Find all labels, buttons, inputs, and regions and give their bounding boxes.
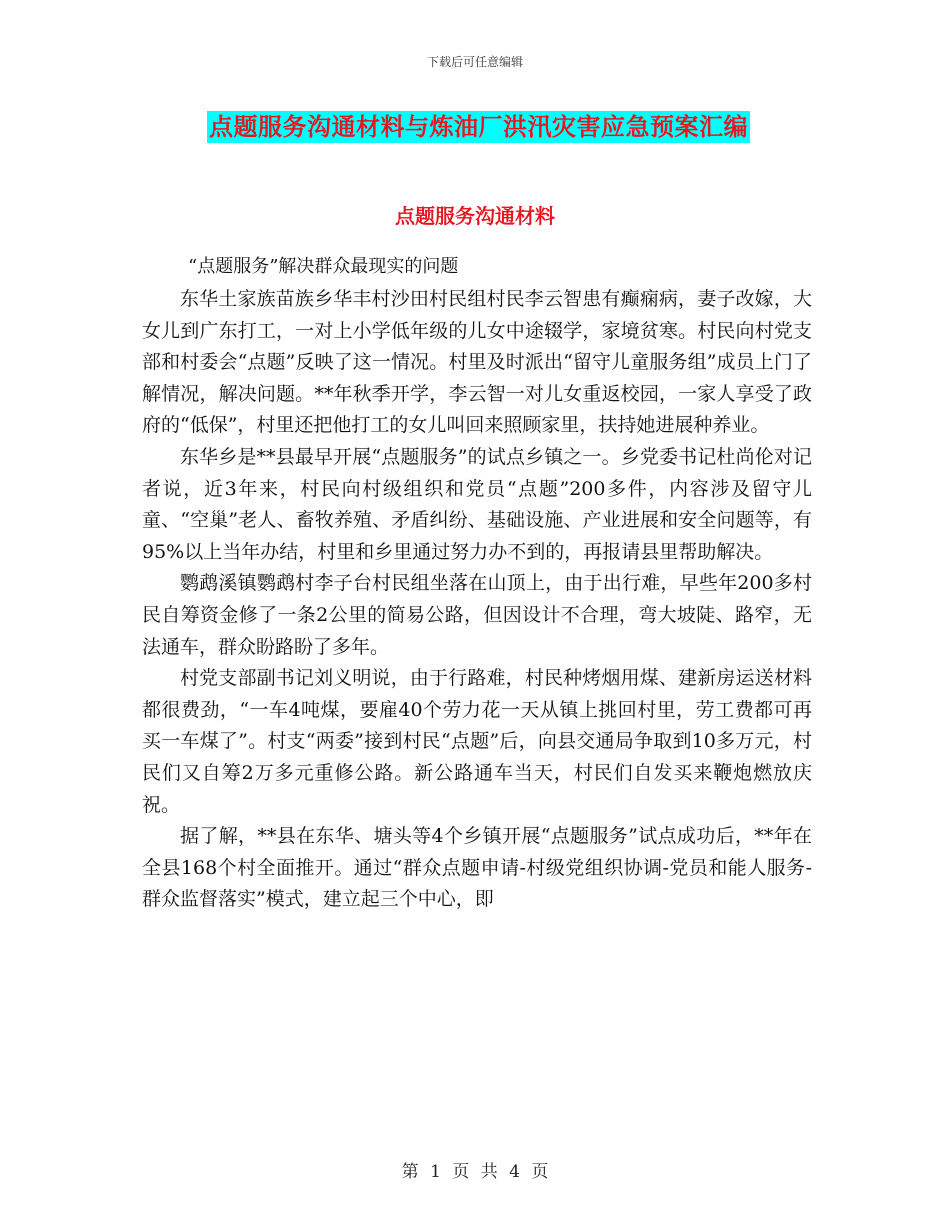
article-subtitle: “点题服务”解决群众最现实的问题 [188,256,459,277]
paragraph: 东华乡是**县最早开展“点题服务”的试点乡镇之一。乡党委书记杜尚伦对记者说，近3年来，村民向村级组织和党员“点题”200多件，内容涉及留守儿童、“空巢”老人、畜牧养殖、矛盾纠纷、基础设施、产业进展和安全问题等，有95%以上当年办结，村里和乡里通过努力办不到的，再报请县里帮助解决。 [142,445,812,563]
page-footer: 第 1 页 共 4 页 [401,1162,549,1182]
paragraph: 鹦鹉溪镇鹦鹉村李子台村民组坐落在山顶上，由于出行难，早些年200多村民自筹资金修了一条2公里的简易公路，但因设计不合理，弯大坡陡、路窄，无法通车，群众盼路盼了多年。 [142,572,812,658]
paragraph: 村党支部副书记刘义明说，由于行路难，村民种烤烟用煤、建新房运送材料都很费劲，“一车4吨煤，要雇40个劳力花一天从镇上挑回村里，劳工费都可再买一车煤了”。村支“两委”接到村民“点题”后，向县交通局争取到10多万元，村民们又自筹2万多元重修公路。新公路通车当天，村民们自发买来鞭炮燃放庆祝。 [142,667,812,816]
section-title: 点题服务沟通材料 [395,204,555,228]
paragraph: 东华土家族苗族乡华丰村沙田村民组村民李云智患有癫痫病，妻子改嫁，大女儿到广东打工，一对上小学低年级的儿女中途辍学，家境贫寒。村民向村党支部和村委会“点题”反映了这一情况。村里及时派出“留守儿童服务组”成员上门了解情况，解决问题。**年秋季开学，李云智一对儿女重返校园，一家人享受了政府的“低保”，村里还把他打工的女儿叫回来照顾家里，扶持她进展种养业。 [142,288,812,437]
article-body [142,284,812,916]
document-title: 点题服务沟通材料与炼油厂洪汛灾害应急预案汇编 [209,113,748,141]
page-header-note: 下载后可任意编辑 [426,55,523,69]
paragraph: 据了解，**县在东华、塘头等4个乡镇开展“点题服务”试点成功后，**年在全县168个村全面推开。通过“群众点题申请-村级党组织协调-党员和能人服务-群众监督落实”模式，建立起三个中心，即 [142,825,812,911]
